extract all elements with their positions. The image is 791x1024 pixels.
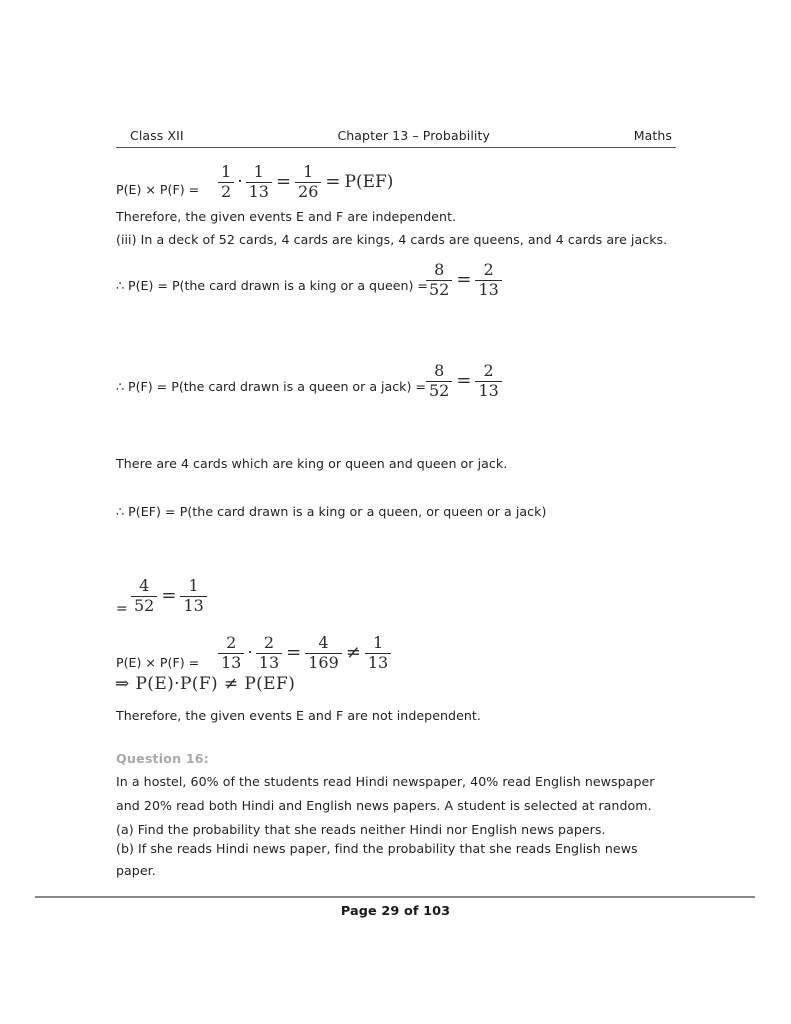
question-label: Question 16: [116,751,210,766]
equals-sign: = [456,370,472,392]
line-events-independent: Therefore, the given events E and F are independent. [116,209,457,224]
not-equals-sign: ≠ [345,642,361,664]
fraction-1-13: $\frac{1}{13}$ [365,635,391,672]
fraction-2-13: $\frac{2}{13}$ [475,262,501,299]
equals-sign: = [286,642,302,664]
fraction-8-52: $\frac{8}{52}$ [426,262,452,299]
equals-sign: = [161,585,177,607]
fraction-4-169: $\frac{4}{169}$ [305,635,342,672]
line-part-iii: (iii) In a deck of 52 cards, 4 cards are kings, 4 cards are queens, and 4 cards are jacks. [116,232,668,247]
header-subject: Maths [633,128,672,143]
footer-divider [35,896,755,898]
equation-2-prefix: P(E) × P(F) = [116,655,200,670]
fraction-1-2: $\frac{1}{2}$ [218,164,234,201]
dot-operator: · [247,642,253,663]
equation-1-prefix: P(E) × P(F) = [116,182,200,197]
fraction-8-52: $\frac{8}{52}$ [426,363,452,400]
question-line-2: and 20% read both Hindi and English news papers. A student is selected at random. [116,798,652,813]
equals-sign-2: = [325,171,341,193]
page-number: Page 29 of 103 [340,904,451,919]
fraction-1-26: $\frac{1}{26}$ [295,164,321,201]
equals-sign: = [275,171,292,193]
pe-fraction-group [424,262,504,299]
header-class: Class XII [130,128,184,143]
equation-2 [216,635,393,672]
pf-fraction-group [424,363,504,400]
question-line-3: (a) Find the probability that she reads neither Hindi nor English news papers. [116,822,606,837]
header-chapter: Chapter 13 – Probability [337,128,490,143]
fraction-2-13-b: $\frac{2}{13}$ [256,635,282,672]
question-line-1: In a hostel, 60% of the students read Hindi newspaper, 40% read English newspaper [116,774,655,789]
header-divider [116,147,676,148]
result-equals-prefix: = [116,601,128,617]
result-fraction-group [129,578,209,615]
fraction-1-13: $\frac{1}{13}$ [246,164,272,201]
dot-operator: · [237,171,243,192]
fraction-4-52: $\frac{4}{52}$ [131,578,157,615]
fraction-2-13-a: $\frac{2}{13}$ [218,635,244,672]
page-header [116,128,676,150]
equals-sign: = [456,269,472,291]
question-line-5: paper. [116,863,156,878]
fraction-1-13: $\frac{1}{13}$ [180,578,206,615]
probability-ef: P(EF) [344,171,394,192]
line-not-independent: Therefore, the given events E and F are not independent. [116,708,481,723]
pf-prefix: ∴ P(F) = P(the card drawn is a queen or a jack) = [116,379,426,394]
line-pef: ∴ P(EF) = P(the card drawn is a king or a queen, or queen or a jack) [116,504,547,519]
equation-3: ⇒ P(E)·P(F) ≠ P(EF) [115,674,296,694]
equation-1 [216,164,395,201]
question-line-4: (b) If she reads Hindi news paper, find the probability that she reads English news [116,841,638,856]
fraction-2-13: $\frac{2}{13}$ [475,363,501,400]
pe-prefix: ∴ P(E) = P(the card drawn is a king or a queen) = [116,278,428,293]
line-four-cards: There are 4 cards which are king or queen and queen or jack. [116,456,508,471]
header-row [116,128,676,143]
